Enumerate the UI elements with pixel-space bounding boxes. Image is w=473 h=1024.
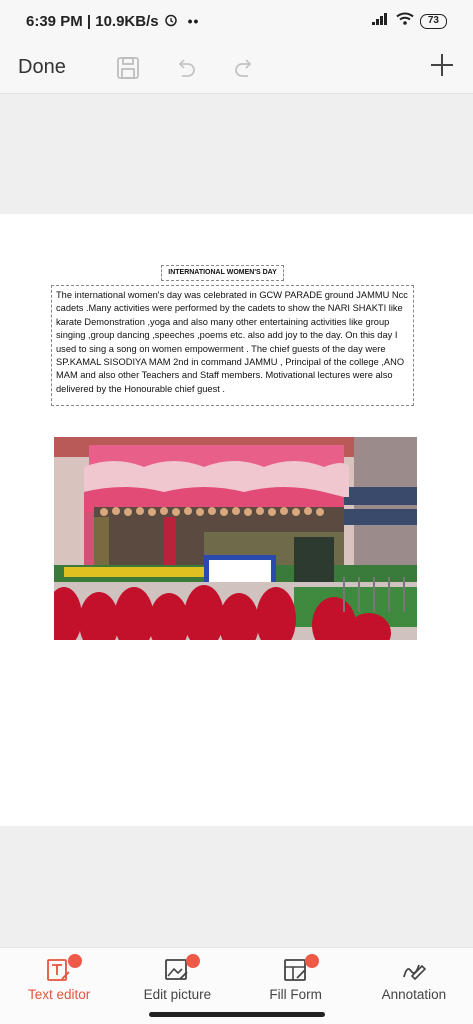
status-time-speed: 6:39 PM | 10.9KB/s — [26, 12, 159, 30]
home-indicator[interactable] — [149, 1012, 325, 1017]
done-button[interactable]: Done — [18, 56, 66, 78]
premium-badge-icon — [305, 954, 319, 968]
document-heading[interactable]: INTERNATIONAL WOMEN'S DAY — [161, 265, 284, 281]
wifi-icon — [396, 12, 414, 30]
fill-form-icon — [283, 957, 309, 983]
premium-badge-icon — [186, 954, 200, 968]
save-icon[interactable] — [114, 54, 142, 82]
nav-text-editor[interactable] — [0, 948, 118, 1024]
nav-fill-form-label: Fill Form — [269, 987, 322, 1002]
nav-edit-picture-label: Edit picture — [143, 987, 212, 1002]
document-viewer[interactable] — [0, 94, 473, 947]
top-toolbar — [0, 42, 473, 94]
document-body-text[interactable]: The international women's day was celebrated in GCW PARADE ground JAMMU Ncc cadets .Many activities were performed by the cadets to show the NARI SHAKTI like karate Demonstration ,yoga and also many other entertaining activities like group singing ,group dancing ,speeches ,poems etc. also add joy to the day. On this day I used to sing a song on women empowerment . The chief guests of the day were SP.KAMAL SISODIYA MAM 2nd in command JAMMU , Principal of the college ,ANO MAM and also other Teachers and Staff members. Motivational lectures were also delivered by the Honourable chief guest . — [51, 285, 414, 406]
nav-text-editor-label: Text editor — [27, 987, 91, 1002]
redo-icon[interactable] — [230, 54, 258, 82]
event-photo[interactable] — [54, 437, 417, 640]
notification-dots: •• — [187, 13, 200, 29]
battery-indicator: 73 — [420, 14, 447, 29]
signal-icon — [372, 12, 390, 30]
nav-annotation-label: Annotation — [381, 987, 447, 1002]
document-page[interactable] — [0, 214, 473, 826]
premium-badge-icon — [68, 954, 82, 968]
add-icon[interactable] — [429, 52, 455, 83]
nav-annotation[interactable] — [355, 948, 473, 1024]
text-editor-icon — [46, 957, 72, 983]
alarm-icon — [164, 13, 178, 30]
undo-icon[interactable] — [172, 54, 200, 82]
edit-picture-icon — [164, 957, 190, 983]
annotation-icon — [401, 957, 427, 983]
status-bar — [0, 0, 473, 42]
